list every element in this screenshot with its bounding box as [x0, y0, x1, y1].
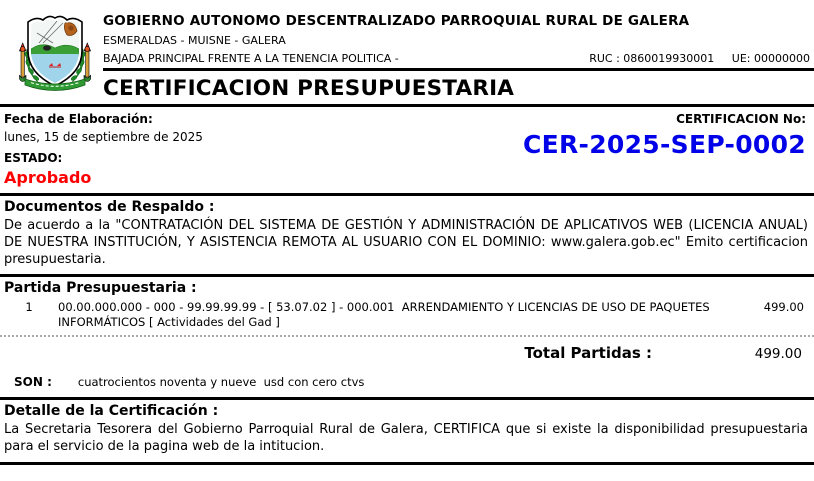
- fecha-value: lunes, 15 de septiembre de 2025: [4, 130, 203, 144]
- cert-no-value: CER-2025-SEP-0002: [522, 130, 806, 159]
- partida-section: [0, 277, 814, 397]
- right-torch: [84, 43, 91, 82]
- son-value: cuatrocientos noventa y nueve usd con cero ctvs: [77, 375, 365, 390]
- total-row: [0, 337, 814, 362]
- partida-row-index: 1: [25, 300, 33, 315]
- fecha-label: Fecha de Elaboración:: [4, 112, 153, 126]
- partida-row-amount: 499.00: [763, 300, 804, 315]
- info-block: [0, 107, 814, 193]
- document-title: CERTIFICACION PRESUPUESTARIA: [103, 76, 515, 101]
- ue-value: UE: 00000000: [731, 52, 810, 65]
- address-ruc-row: [103, 52, 814, 71]
- documentos-section: [0, 196, 814, 274]
- detalle-body: La Secretaria Tesorera del Gobierno Parroquial Rural de Galera, CERTIFICA que si existe la disponibilidad presupuestaria para el servicio de la pagina web de la intitucion.: [4, 422, 808, 455]
- detalle-section: [0, 400, 814, 461]
- son-label: SON :: [14, 375, 52, 390]
- estado-value: Aprobado: [4, 168, 92, 187]
- document-header: [0, 0, 814, 101]
- detalle-heading: Detalle de la Certificación :: [4, 403, 219, 420]
- estado-label: ESTADO:: [4, 151, 63, 165]
- org-address: BAJADA PRINCIPAL FRENTE A LA TENENCIA POLITICA -: [103, 52, 399, 65]
- table-row: [0, 297, 814, 331]
- galera-coat-of-arms-logo: [13, 9, 97, 93]
- left-torch: [19, 43, 26, 82]
- bottom-whitespace: [0, 465, 814, 481]
- org-location: ESMERALDAS - MUISNE - GALERA: [103, 34, 286, 47]
- total-amount: 499.00: [754, 346, 802, 363]
- cert-no-label: CERTIFICACION No:: [676, 112, 806, 126]
- shield-field: [31, 17, 79, 87]
- coat-of-arms-icon: [13, 9, 97, 93]
- ruc-ue-group: [575, 52, 810, 65]
- partida-heading: Partida Presupuestaria :: [4, 280, 197, 297]
- documentos-body: De acuerdo a la "CONTRATACIÓN DEL SISTEMA DE GESTIÓN Y ADMINISTRACIÓN DE APLICATIVOS WEB (LICENCIA ANUAL) DE NUESTRA INSTITUCIÓN, Y ASISTENCIA REMOTA AL USUARIO CON EL DOMINIO: www.galera.gob.ec" Emito certificacion presupuestaria.: [4, 218, 808, 268]
- documentos-heading: Documentos de Respaldo :: [4, 199, 215, 215]
- elaboration-state-block: [4, 112, 203, 187]
- amount-in-words-row: [0, 362, 814, 397]
- ruc-value: RUC : 0860019930001: [589, 52, 715, 65]
- partida-row-detail: 00.00.000.000 - 000 - 99.99.99.99 - [ 53.07.02 ] - 000.001 ARRENDAMIENTO Y LICENCIAS DE USO DE PAQUETES INFORMÁTICOS [ Actividades del Gad ]: [58, 300, 714, 329]
- org-name: GOBIERNO AUTONOMO DESCENTRALIZADO PARROQUIAL RURAL DE GALERA: [103, 13, 690, 29]
- total-label: Total Partidas :: [524, 344, 652, 363]
- certification-number-block: [523, 112, 808, 187]
